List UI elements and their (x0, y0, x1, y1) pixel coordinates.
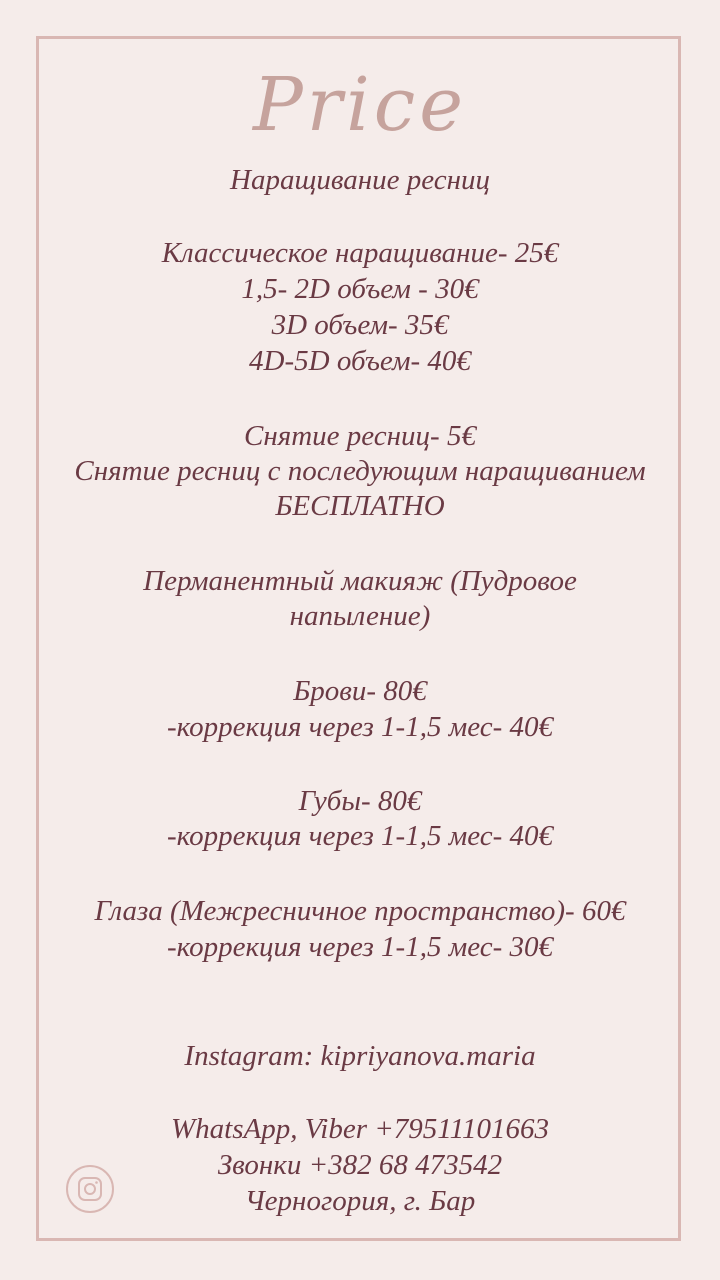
price-line-eyes-correction: -коррекция через 1-1,5 мес- 30€ (167, 931, 553, 963)
price-line-brows: Брови- 80€ (293, 675, 427, 707)
price-line-free: БЕСПЛАТНО (275, 490, 445, 522)
contact-whatsapp-viber: WhatsApp, Viber +79511101663 (170, 1113, 549, 1145)
section-heading-permanent-makeup-cont: напыление) (289, 600, 431, 632)
contact-phone: Звонки +382 68 473542 (217, 1149, 503, 1181)
price-line-3d: 3D объем- 35€ (271, 309, 449, 341)
price-line-1-5-2d: 1,5- 2D объем - 30€ (241, 273, 479, 305)
contact-instagram: Instagram: kipriyanova.maria (184, 1040, 536, 1072)
page-title: Price (252, 62, 468, 148)
price-line-removal: Снятие ресниц- 5€ (244, 420, 476, 452)
price-line-lips-correction: -коррекция через 1-1,5 мес- 40€ (167, 820, 553, 852)
instagram-icon (77, 1176, 103, 1202)
price-line-classic: Классическое наращивание- 25€ (161, 237, 559, 269)
price-line-eyes: Глаза (Межресничное пространство)- 60€ (94, 895, 626, 927)
price-line-lips: Губы- 80€ (298, 785, 422, 817)
section-heading-eyelash-extension: Наращивание ресниц (230, 164, 490, 196)
contact-location: Черногория, г. Бар (244, 1185, 476, 1217)
section-heading-permanent-makeup: Перманентный макияж (Пудровое (143, 565, 577, 597)
price-line-removal-with-extension: Снятие ресниц с последующим наращиванием (74, 455, 646, 487)
instagram-button[interactable] (66, 1165, 114, 1213)
price-line-brows-correction: -коррекция через 1-1,5 мес- 40€ (167, 711, 553, 743)
price-line-4d-5d: 4D-5D объем- 40€ (249, 345, 471, 377)
